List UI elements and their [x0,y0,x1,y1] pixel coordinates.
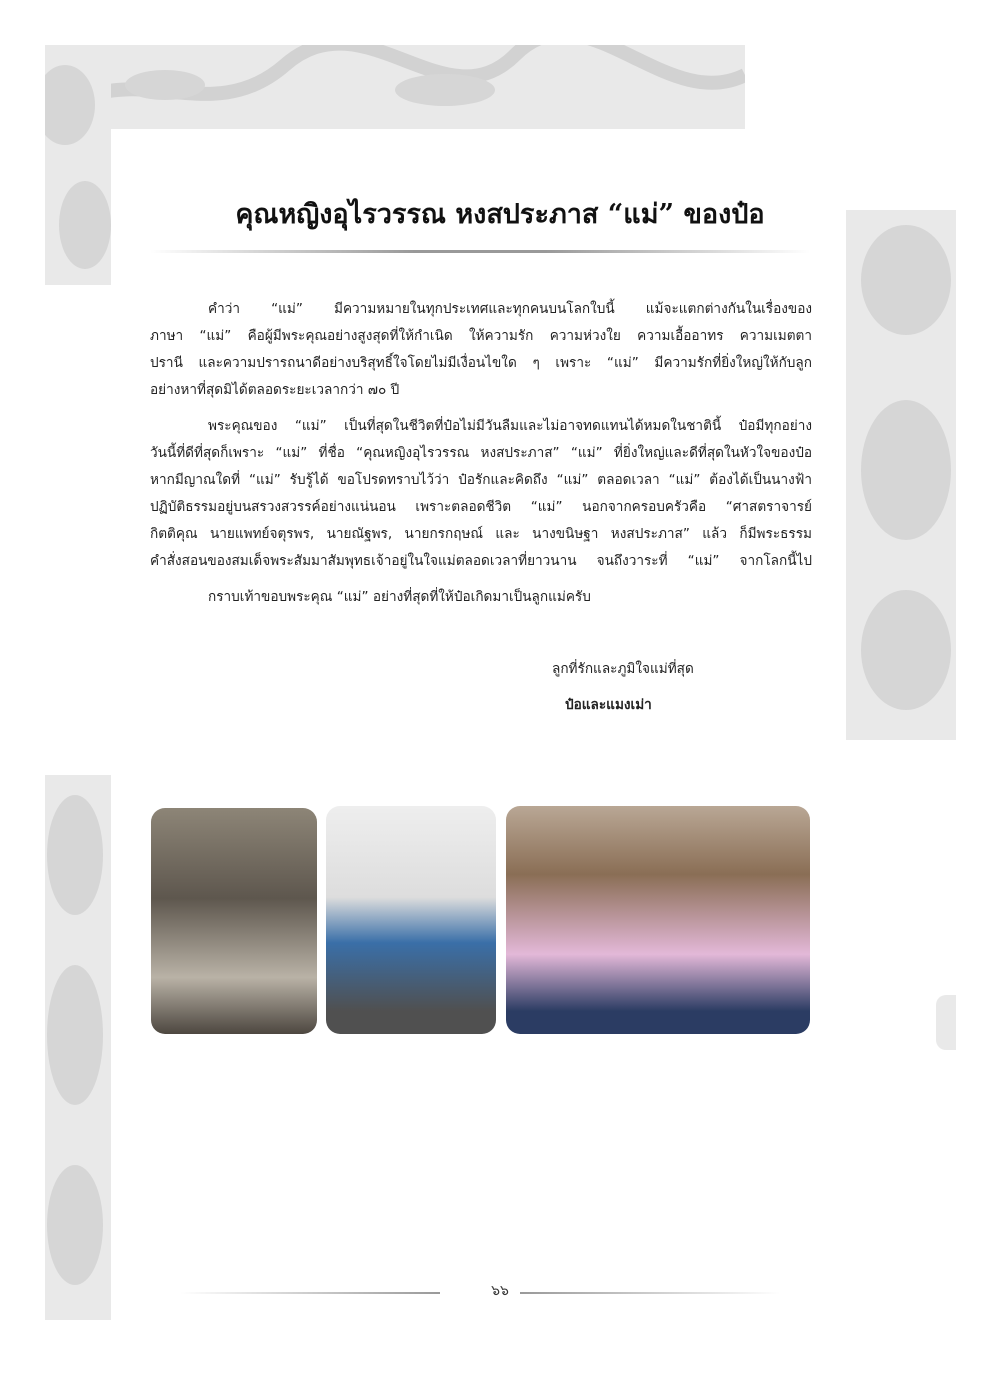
signature-name: ป๋อและแมงเม่า [565,697,652,713]
photo-mother-and-son [326,806,496,1034]
floral-ornament-top [45,45,745,129]
text-line: ภาษา “แม่” คือผู้มีพระคุณอย่างสูงสุดที่ให้กำเนิด ให้ความรัก ความห่วงใย ความเอื้ออาทร ความเมตตา [150,328,812,344]
photo-family-group [506,806,810,1034]
text-line: วันนี้ที่ดีที่สุดก็เพราะ “แม่” ที่ชื่อ “คุณหญิงอุไรวรรณ หงสประภาส” “แม่” ที่ยิ่งใหญ่และดีที่สุดในหัวใจของป๋อ [150,445,812,461]
text-line: กิตติคุณ นายแพทย์จตุรพร, นายณัฐพร, นายกรกฤษณ์ และ นางขนิษฐา หงสประภาส” แล้ว ก็มีพระธรรม [150,526,812,542]
text-line: พระคุณของ “แม่” เป็นที่สุดในชีวิตที่ป๋อไม่มีวันลืมและไม่อาจทดแทนได้หมดในชาตินี้ ป๋อมีทุกอย่าง [208,418,812,434]
text-line: กราบเท้าขอบพระคุณ “แม่” อย่างที่สุดที่ให้ป๋อเกิดมาเป็นลูกแม่ครับ [208,589,591,605]
paragraph-2 [150,413,812,575]
text-line: อย่างหาที่สุดมิได้ตลอดระยะเวลากว่า ๗๐ ปี [150,382,400,398]
title-divider [150,250,810,253]
paragraph-3 [150,584,812,611]
letter-body [150,296,812,620]
floral-ornament-left-top [45,45,111,285]
page-title: คุณหญิงอุไรวรรณ หงสประภาส “แม่” ของป๋อ [235,199,765,230]
floral-ornament-right-small [936,995,956,1050]
text-line: ปฏิบัติธรรมอยู่บนสรวงสวรรค์อย่างแน่นอน เพราะตลอดชีวิต “แม่” นอกจากครอบครัวคือ “ศาสตราจารย์ [150,499,812,515]
text-line: คำสั่งสอนของสมเด็จพระสัมมาสัมพุทธเจ้าอยู่ในใจแม่ตลอดเวลาที่ยาวนาน จนถึงวาระที่ “แม่” จากโลกนี้ไป [150,553,812,569]
text-line: คำว่า “แม่” มีความหมายในทุกประเทศและทุกคนบนโลกใบนี้ แม้จะแตกต่างกันในเรื่องของ [208,301,812,317]
page-number: ๖๖ [491,1283,509,1299]
floral-ornament-left-bottom [45,775,111,1320]
floral-ornament-right [846,210,956,740]
text-line: หากมีญาณใดที่ “แม่” รับรู้ได้ ขอโปรดทราบไว้ว่า ป๋อรักและคิดถึง “แม่” ตลอดเวลา “แม่” ต้องได้เป็นนางฟ้า [150,472,812,488]
paragraph-1 [150,296,812,404]
signature-closing: ลูกที่รักและภูมิใจแม่ที่สุด [552,661,694,677]
footer-divider-right [520,1292,780,1294]
text-line: ปรานี และความปรารถนาดีอย่างบริสุทธิ์ใจโดยไม่มีเงื่อนไขใด ๆ เพราะ “แม่” มีความรักที่ยิ่งใหญ่ให้กับลูก [150,355,812,371]
photo-family-vintage [151,808,317,1034]
